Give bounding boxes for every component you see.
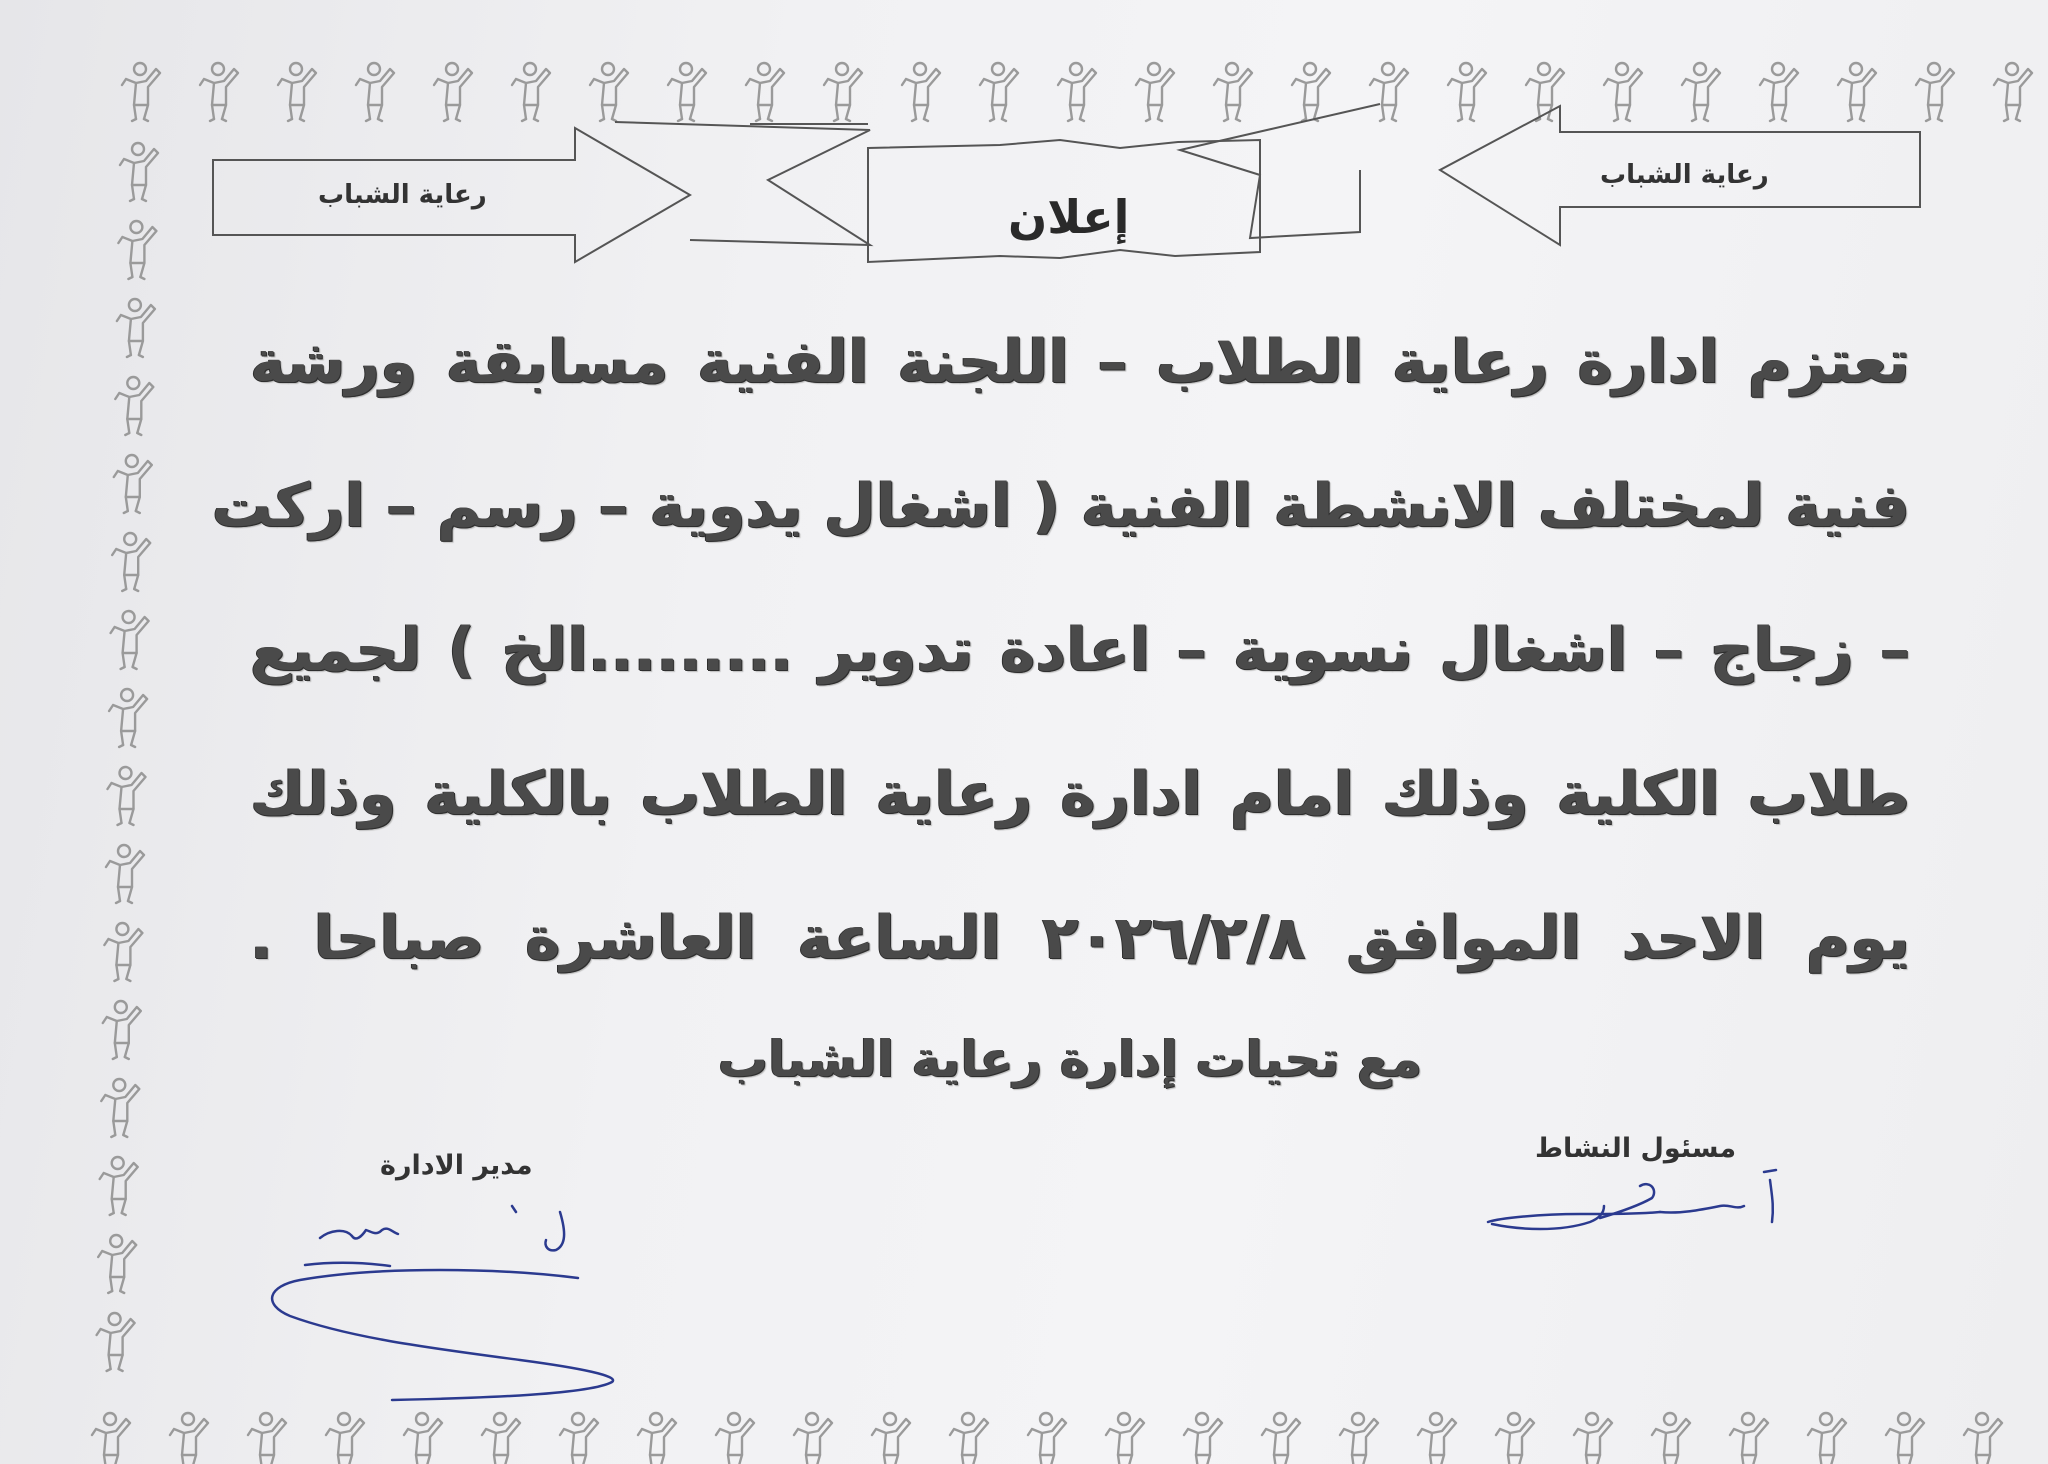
body-line-4: طلاب الكلية وذلك امام ادارة رعاية الطلاب بالكلية وذلك [250,759,1910,829]
closing-greeting: مع تحيات إدارة رعاية الشباب [717,1030,1423,1088]
activity-officer-signature [1488,1170,1776,1229]
activity-officer-title: مسئول النشاط [1535,1133,1737,1164]
body-line-1: تعتزم ادارة رعاية الطلاب – اللجنة الفنية مسابقة ورشة [250,327,1910,397]
body-line-2: فنية لمختلف الانشطة الفنية ( اشغال يدوية – رسم – اركت [211,471,1910,541]
body-line-5: يوم الاحد الموافق ٢٠٢٦/٢/٨ الساعة العاشرة صباحا . [250,903,1910,973]
director-title: مدير الادارة [380,1150,533,1181]
left-arrow-label: رعاية الشباب [318,180,487,210]
body-line-3: – زجاج – اشغال نسوية – اعادة تدوير .........الخ ) لجميع [250,615,1910,685]
right-arrow-label: رعاية الشباب [1600,160,1769,190]
director-signature [272,1206,613,1400]
announcement-title: إعلان [1008,190,1130,244]
